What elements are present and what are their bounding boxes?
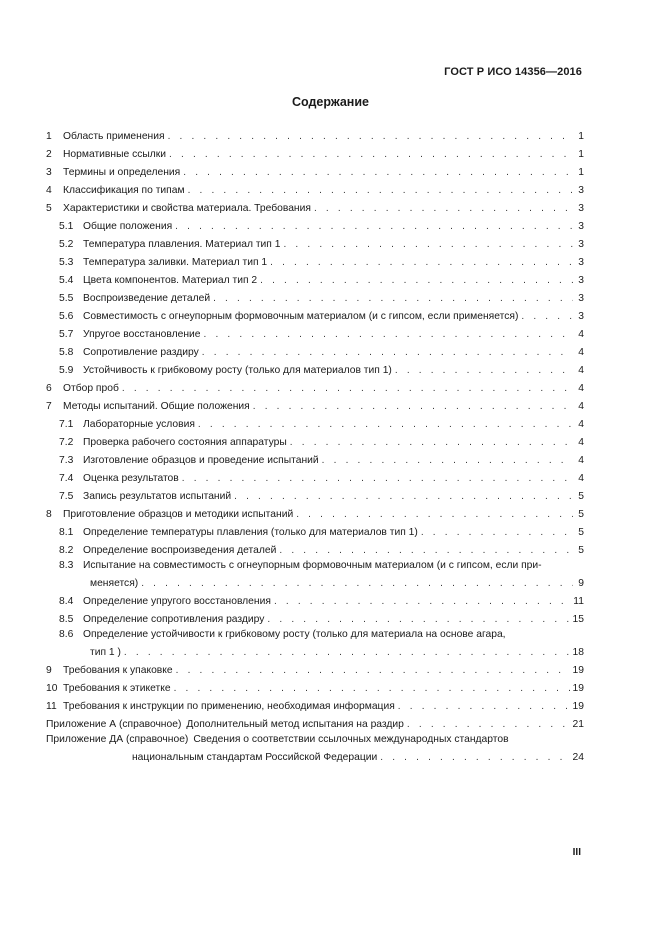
toc-entry[interactable] <box>46 179 584 197</box>
toc-entry-number: 7.3 <box>59 455 74 466</box>
toc-entry[interactable] <box>46 608 584 626</box>
toc-entry-text: Классификация по типам <box>63 185 185 196</box>
toc-entry-text-continuation: тип 1 ) <box>90 647 121 658</box>
toc-entry-text: Методы испытаний. Общие положения <box>63 401 250 412</box>
toc-entry-text: Температура плавления. Материал тип 1 <box>83 239 281 250</box>
toc-page-number: 15 <box>572 614 584 625</box>
toc-entry-number: 4 <box>46 185 52 196</box>
toc-entry[interactable] <box>46 377 584 395</box>
toc-entry-number: 6 <box>46 383 52 394</box>
toc-leader <box>198 419 573 431</box>
toc-entry-number: 11 <box>46 701 57 712</box>
toc-leader <box>182 473 573 485</box>
toc-entry-number: 5.4 <box>59 275 74 286</box>
toc-leader <box>183 167 573 179</box>
toc-entry[interactable] <box>46 341 584 359</box>
toc-entry-text: Общие положения <box>83 221 173 232</box>
toc-entry-number: 8.6 <box>59 629 74 640</box>
toc-page-number: 3 <box>578 185 584 196</box>
toc-leader <box>279 545 573 557</box>
toc-entry-number: 2 <box>46 149 52 160</box>
toc-entry[interactable] <box>46 449 584 467</box>
toc-leader <box>213 293 573 305</box>
toc-entry[interactable] <box>46 695 584 713</box>
toc-entry[interactable] <box>46 557 584 572</box>
page-number: III <box>572 847 581 858</box>
toc-leader <box>380 752 569 764</box>
toc-entry[interactable] <box>46 626 584 641</box>
toc-appendix-label: Приложение А (справочное) <box>46 719 182 730</box>
toc-appendix-text: Сведения о соответствии ссылочных международных стандартов <box>193 734 509 745</box>
toc-page-number: 4 <box>578 473 584 484</box>
toc-entry-number: 7 <box>46 401 52 412</box>
toc-entry-number: 5.5 <box>59 293 74 304</box>
toc-entry[interactable] <box>46 125 584 143</box>
toc-entry[interactable] <box>46 215 584 233</box>
toc-entry-number: 5 <box>46 203 52 214</box>
toc-page-number: 5 <box>578 545 584 556</box>
toc-page-number: 1 <box>578 167 584 178</box>
toc-page-number: 5 <box>578 509 584 520</box>
toc-entry-text: Область применения <box>63 131 165 142</box>
toc-entry-text: Сопротивление раздиру <box>83 347 199 358</box>
toc-entry-text: Требования к этикетке <box>63 683 171 694</box>
toc-page-number: 19 <box>572 683 584 694</box>
toc-leader <box>168 131 573 143</box>
toc-entry[interactable] <box>46 269 584 287</box>
toc-leader <box>260 275 573 287</box>
toc-appendix-text: Дополнительный метод испытания на раздир <box>186 719 404 730</box>
toc-entry-number: 8 <box>46 509 52 520</box>
toc-entry[interactable] <box>46 677 584 695</box>
toc-entry-number: 3 <box>46 167 52 178</box>
toc-entry[interactable] <box>46 413 584 431</box>
toc-entry-number: 7.5 <box>59 491 74 502</box>
toc-entry-number: 8.4 <box>59 596 74 607</box>
toc-entry-text: Воспроизведение деталей <box>83 293 211 304</box>
toc-leader <box>398 701 570 713</box>
toc-leader <box>395 365 573 377</box>
toc-page-number: 4 <box>578 455 584 466</box>
toc-page-number: 3 <box>578 293 584 304</box>
toc-entry-text: Определение сопротивления раздиру <box>83 614 265 625</box>
toc-entry-number: 10 <box>46 683 58 694</box>
toc-entry-number: 7.4 <box>59 473 74 484</box>
toc-entry-number: 5.6 <box>59 311 74 322</box>
toc-entry-number: 5.9 <box>59 365 74 376</box>
toc-leader <box>169 149 573 161</box>
toc-entry[interactable] <box>46 467 584 485</box>
toc-entry[interactable] <box>46 251 584 269</box>
toc-page-number: 4 <box>578 419 584 430</box>
toc-entry[interactable] <box>46 161 584 179</box>
toc-leader <box>176 665 570 677</box>
toc-page-number: 11 <box>573 596 584 607</box>
toc-entry[interactable] <box>46 305 584 323</box>
toc-page-number: 5 <box>578 491 584 502</box>
toc-page-number: 4 <box>578 383 584 394</box>
toc-page-number: 3 <box>578 221 584 232</box>
toc-entry-number: 8.5 <box>59 614 74 625</box>
toc-page-number: 4 <box>578 329 584 340</box>
toc-entry-number: 5.8 <box>59 347 74 358</box>
toc-page-number: 4 <box>578 347 584 358</box>
toc-entry[interactable] <box>46 521 584 539</box>
toc-entry[interactable] <box>46 143 584 161</box>
toc-entry-number: 9 <box>46 665 52 676</box>
toc-entry-text: Оценка результатов <box>83 473 179 484</box>
toc-leader <box>253 401 573 413</box>
toc-page-number: 3 <box>578 275 584 286</box>
toc-leader <box>141 578 573 590</box>
toc-entry[interactable] <box>46 431 584 449</box>
toc-page-number: 3 <box>578 203 584 214</box>
toc-leader <box>202 347 573 359</box>
toc-leader <box>283 239 573 251</box>
toc-page-number: 3 <box>578 257 584 268</box>
toc-leader <box>290 437 573 449</box>
toc-appendix-da-continuation[interactable] <box>46 746 584 764</box>
toc-appendix-text-continuation: национальным стандартам Российской Федерации <box>132 752 378 763</box>
toc-page-number: 5 <box>578 527 584 538</box>
toc-entry-number: 1 <box>46 131 52 142</box>
toc-leader <box>175 221 573 233</box>
toc-entry-text: Запись результатов испытаний <box>83 491 232 502</box>
toc-leader <box>204 329 573 341</box>
toc-entry-text: Лабораторные условия <box>83 419 195 430</box>
toc-leader <box>174 683 570 695</box>
toc-entry-text: Цвета компонентов. Материал тип 2 <box>83 275 258 286</box>
toc-entry[interactable] <box>46 395 584 413</box>
toc-entry-text: Определение упругого восстановления <box>83 596 271 607</box>
toc-entry[interactable] <box>46 197 584 215</box>
toc-entry-text: Требования к упаковке <box>63 665 173 676</box>
toc-entry-text: Изготовление образцов и проведение испытаний <box>83 455 319 466</box>
toc-entry-text: Отбор проб <box>63 383 119 394</box>
toc-entry-continuation[interactable] <box>46 572 584 590</box>
page-title: Содержание <box>291 95 369 109</box>
toc-entry-continuation[interactable] <box>46 641 584 659</box>
toc-leader <box>188 185 573 197</box>
toc-entry-number: 5.7 <box>59 329 74 340</box>
toc-entry-number: 8.3 <box>59 560 74 571</box>
toc-leader <box>270 257 573 269</box>
toc-leader <box>124 647 570 659</box>
toc-entry-text: Приготовление образцов и методики испытаний <box>63 509 294 520</box>
toc-page-number: 1 <box>578 131 584 142</box>
toc-leader <box>274 596 570 608</box>
toc-leader <box>421 527 573 539</box>
toc-entry-number: 5.1 <box>59 221 74 232</box>
toc-entry-number: 7.2 <box>59 437 74 448</box>
toc-leader <box>267 614 569 626</box>
toc-page-number: 3 <box>578 311 584 322</box>
toc-page-number: 4 <box>578 437 584 448</box>
toc-entry[interactable] <box>46 590 584 608</box>
toc-entry[interactable] <box>46 539 584 557</box>
toc-page-number: 1 <box>578 149 584 160</box>
toc-entry[interactable] <box>46 485 584 503</box>
toc-entry-number: 5.3 <box>59 257 74 268</box>
toc-entry-text: Совместимость с огнеупорным формовочным материалом (и с гипсом, если применяется) <box>83 311 519 322</box>
toc-appendix-a[interactable] <box>46 713 584 731</box>
toc-leader <box>122 383 573 395</box>
toc-entry-text-continuation: меняется) <box>90 578 139 589</box>
toc-page-number: 3 <box>578 239 584 250</box>
toc-entry-number: 8.1 <box>59 527 74 538</box>
toc-entry[interactable] <box>46 287 584 305</box>
toc-page-number: 4 <box>578 401 584 412</box>
toc-leader <box>314 203 573 215</box>
toc-leader <box>234 491 573 503</box>
toc-entry-text: Определение устойчивости к грибковому росту (только для материала на основе агара, <box>83 629 506 640</box>
toc-page-number: 19 <box>572 701 584 712</box>
toc-entry-text: Требования к инструкции по применению, необходимая информация <box>63 701 395 712</box>
toc-entry-text: Термины и определения <box>63 167 181 178</box>
toc-entry-text: Нормативные ссылки <box>63 149 167 160</box>
toc-entry-text: Проверка рабочего состояния аппаратуры <box>83 437 287 448</box>
toc-entry-text: Определение воспроизведения деталей <box>83 545 277 556</box>
toc-entry-text: Устойчивость к грибковому росту (только для материалов тип 1) <box>83 365 392 376</box>
toc-entry-number: 7.1 <box>59 419 74 430</box>
table-of-contents <box>46 125 584 764</box>
toc-page-number: 9 <box>578 578 584 589</box>
toc-leader <box>407 719 570 731</box>
toc-page-number: 18 <box>572 647 584 658</box>
toc-entry[interactable] <box>46 323 584 341</box>
toc-appendix-label: Приложение ДА (справочное) <box>46 734 189 745</box>
toc-entry[interactable] <box>46 359 584 377</box>
toc-page-number: 21 <box>572 719 584 730</box>
toc-page-number: 19 <box>572 665 584 676</box>
toc-leader <box>322 455 573 467</box>
toc-entry[interactable] <box>46 503 584 521</box>
toc-entry-text: Характеристики и свойства материала. Требования <box>63 203 311 214</box>
toc-page-number: 4 <box>578 365 584 376</box>
toc-entry-text: Упругое восстановление <box>83 329 201 340</box>
toc-entry[interactable] <box>46 233 584 251</box>
toc-leader <box>521 311 573 323</box>
toc-entry-text: Определение температуры плавления (только для материалов тип 1) <box>83 527 418 538</box>
toc-page-number: 24 <box>572 752 584 763</box>
toc-appendix-da[interactable] <box>46 731 584 746</box>
document-code: ГОСТ Р ИСО 14356—2016 <box>444 66 582 78</box>
toc-entry-number: 5.2 <box>59 239 74 250</box>
toc-entry-text: Испытание на совместимость с огнеупорным формовочным материалом (и с гипсом, если при- <box>83 560 542 571</box>
toc-leader <box>296 509 573 521</box>
toc-entry[interactable] <box>46 659 584 677</box>
toc-entry-text: Температура заливки. Материал тип 1 <box>83 257 268 268</box>
toc-entry-number: 8.2 <box>59 545 74 556</box>
